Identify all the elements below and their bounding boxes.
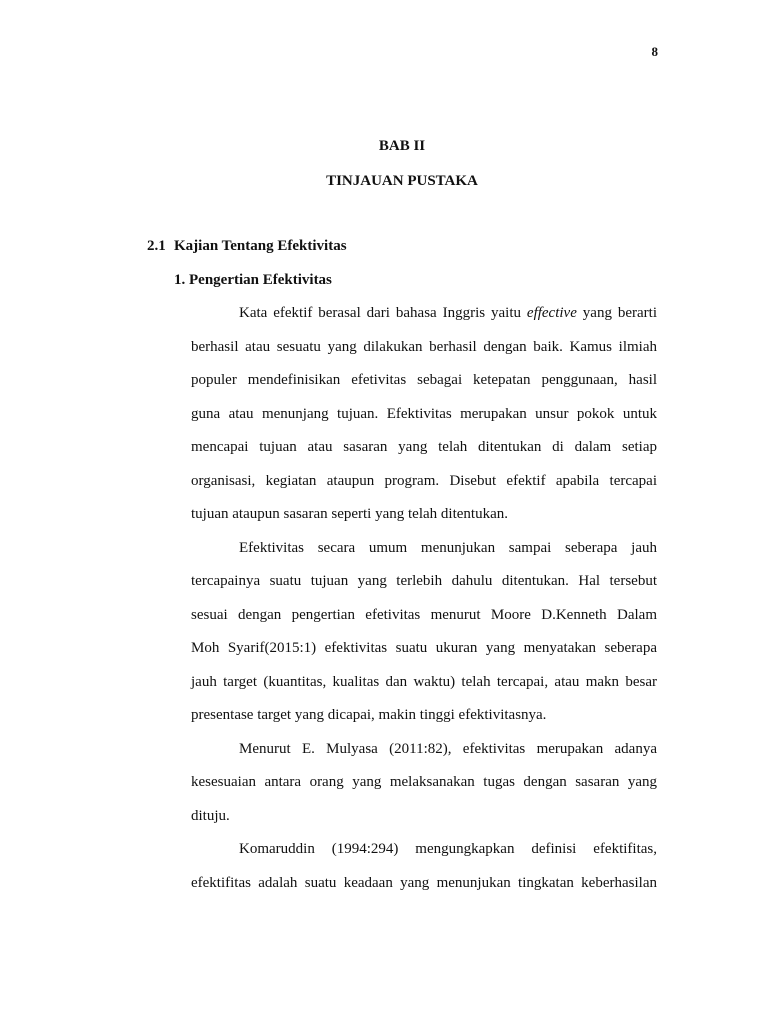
paragraph-line: populer mendefinisikan efetivitas sebagai ketepatan penggunaan, hasil bbox=[191, 372, 657, 388]
section-title: Kajian Tentang Efektivitas bbox=[174, 238, 347, 254]
page-number: 8 bbox=[651, 44, 658, 59]
paragraph-line: efektifitas adalah suatu keadaan yang menunjukan tingkatan keberhasilan bbox=[191, 874, 657, 891]
paragraph-line: jauh target (kuantitas, kualitas dan waktu) telah tercapai, atau makn besar bbox=[191, 673, 657, 690]
paragraph-line: Moh Syarif(2015:1) efektivitas suatu ukuran yang menyatakan seberapa bbox=[191, 640, 657, 656]
paragraph-line: guna atau menunjang tujuan. Efektivitas merupakan unsur pokok untuk bbox=[191, 405, 657, 422]
paragraph-line: Menurut E. Mulyasa (2011:82), efektivitas merupakan adanya bbox=[239, 740, 657, 757]
paragraph-line bbox=[191, 297, 657, 331]
paragraph-line: presentase target yang dicapai, makin tinggi efektivitasnya. bbox=[191, 707, 547, 723]
paragraph-line: berhasil atau sesuatu yang dilakukan berhasil dengan baik. Kamus ilmiah bbox=[191, 338, 657, 355]
body-text bbox=[191, 297, 657, 900]
paragraph-line: tercapainya suatu tujuan yang terlebih dahulu ditentukan. Hal tersebut bbox=[191, 573, 657, 589]
paragraph-line: kesesuaian antara orang yang melaksanakan tugas dengan sasaran yang bbox=[191, 774, 657, 790]
line-text: yang berarti bbox=[576, 305, 657, 321]
section-number: 2.1 bbox=[147, 238, 166, 254]
line-text: Kata efektif berasal dari bahasa Inggris yaitu bbox=[239, 305, 527, 321]
subsection-title: 1. Pengertian Efektivitas bbox=[174, 272, 332, 288]
paragraph-line: mencapai tujuan atau sasaran yang telah ditentukan di dalam setiap bbox=[191, 439, 657, 455]
emphasized-term: effective bbox=[526, 305, 577, 321]
paragraph-line: dituju. bbox=[191, 807, 230, 824]
section-heading bbox=[147, 236, 657, 256]
paragraph-line: Komaruddin (1994:294) mengungkapkan definisi efektifitas, bbox=[239, 841, 657, 857]
paragraph-line: sesuai dengan pengertian efetivitas menurut Moore D.Kenneth Dalam bbox=[191, 606, 657, 623]
paragraph-line: tujuan ataupun sasaran seperti yang telah ditentukan. bbox=[191, 506, 508, 522]
chapter-label: BAB II bbox=[378, 138, 426, 154]
paragraph-line: Efektivitas secara umum menunjukan sampai seberapa jauh bbox=[239, 539, 657, 556]
chapter-title: TINJAUAN PUSTAKA bbox=[326, 173, 478, 189]
paragraph-line: organisasi, kegiatan ataupun program. Disebut efektif apabila tercapai bbox=[191, 472, 657, 489]
